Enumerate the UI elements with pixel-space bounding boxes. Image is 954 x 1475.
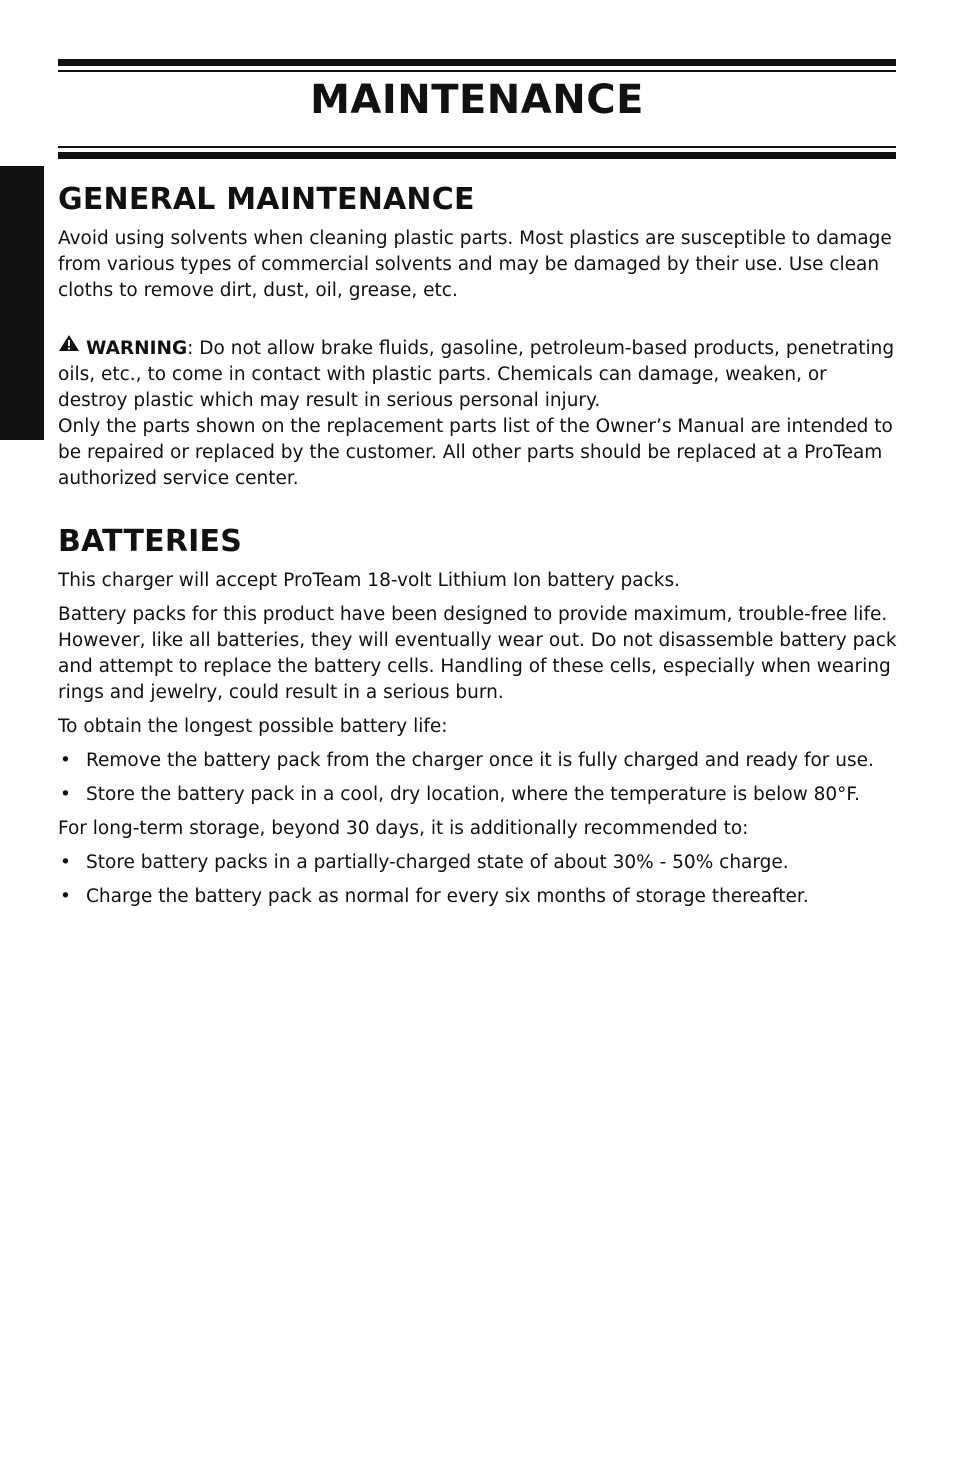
title-bottom-rule-thick xyxy=(58,152,896,159)
list-item-text: Charge the battery pack as normal for every six months of storage thereafter. xyxy=(86,886,809,907)
title-top-rule-thick xyxy=(58,59,896,66)
title-bottom-rule-thin xyxy=(58,146,896,148)
storage-list xyxy=(58,850,898,910)
list-item xyxy=(58,748,898,774)
list-item-text: Remove the battery pack from the charger once it is fully charged and ready for use. xyxy=(86,750,874,771)
battery-packs-paragraph: Battery packs for this product have been designed to provide maximum, trouble-free life. However, like all batteries, they will eventually wear out. Do not disassemble battery pack and attempt to replace the battery cells. Handling of these cells, especially when wearing rings and jewelry, could result in a serious burn. xyxy=(58,604,897,703)
batteries-heading: BATTERIES xyxy=(58,524,243,559)
page-title: MAINTENANCE xyxy=(310,77,644,123)
general-maintenance-heading: GENERAL MAINTENANCE xyxy=(58,182,475,217)
section-side-tab xyxy=(0,166,44,440)
warning-label: WARNING xyxy=(86,338,188,359)
bullet-icon: • xyxy=(60,852,71,873)
parts-note-paragraph: Only the parts shown on the replacement parts list of the Owner’s Manual are intended to be repaired or replaced by the customer. All other parts should be replaced at a ProTeam authorized service center. xyxy=(58,416,893,489)
storage-intro: For long-term storage, beyond 30 days, it is additionally recommended to: xyxy=(58,818,749,839)
list-item xyxy=(58,884,898,910)
list-item xyxy=(58,782,898,808)
list-item xyxy=(58,850,898,876)
bullet-icon: • xyxy=(60,750,71,771)
longest-life-list xyxy=(58,748,898,808)
warning-triangle-icon xyxy=(58,334,80,360)
list-item-text: Store battery packs in a partially-charged state of about 30% - 50% charge. xyxy=(86,852,789,873)
batteries-section xyxy=(58,522,898,910)
warning-paragraph xyxy=(58,334,898,414)
longest-life-intro: To obtain the longest possible battery life: xyxy=(58,716,448,737)
charger-note-paragraph: This charger will accept ProTeam 18-volt Lithium Ion battery packs. xyxy=(58,570,681,591)
list-item-text: Store the battery pack in a cool, dry location, where the temperature is below 80°F. xyxy=(86,784,860,805)
bullet-icon: • xyxy=(60,886,71,907)
bullet-icon: • xyxy=(60,784,71,805)
warning-text: : Do not allow brake fluids, gasoline, petroleum-based products, penetrating oils, etc., to come in contact with plastic parts. Chemicals can damage, weaken, or destroy plastic which may result in serious personal injury. xyxy=(58,338,895,411)
general-intro-paragraph: Avoid using solvents when cleaning plastic parts. Most plastics are susceptible to damage from various types of commercial solvents and may be damaged by their use. Use clean cloths to remove dirt, dust, oil, grease, etc. xyxy=(58,228,892,301)
general-maintenance-section xyxy=(58,180,898,492)
content xyxy=(58,180,898,918)
